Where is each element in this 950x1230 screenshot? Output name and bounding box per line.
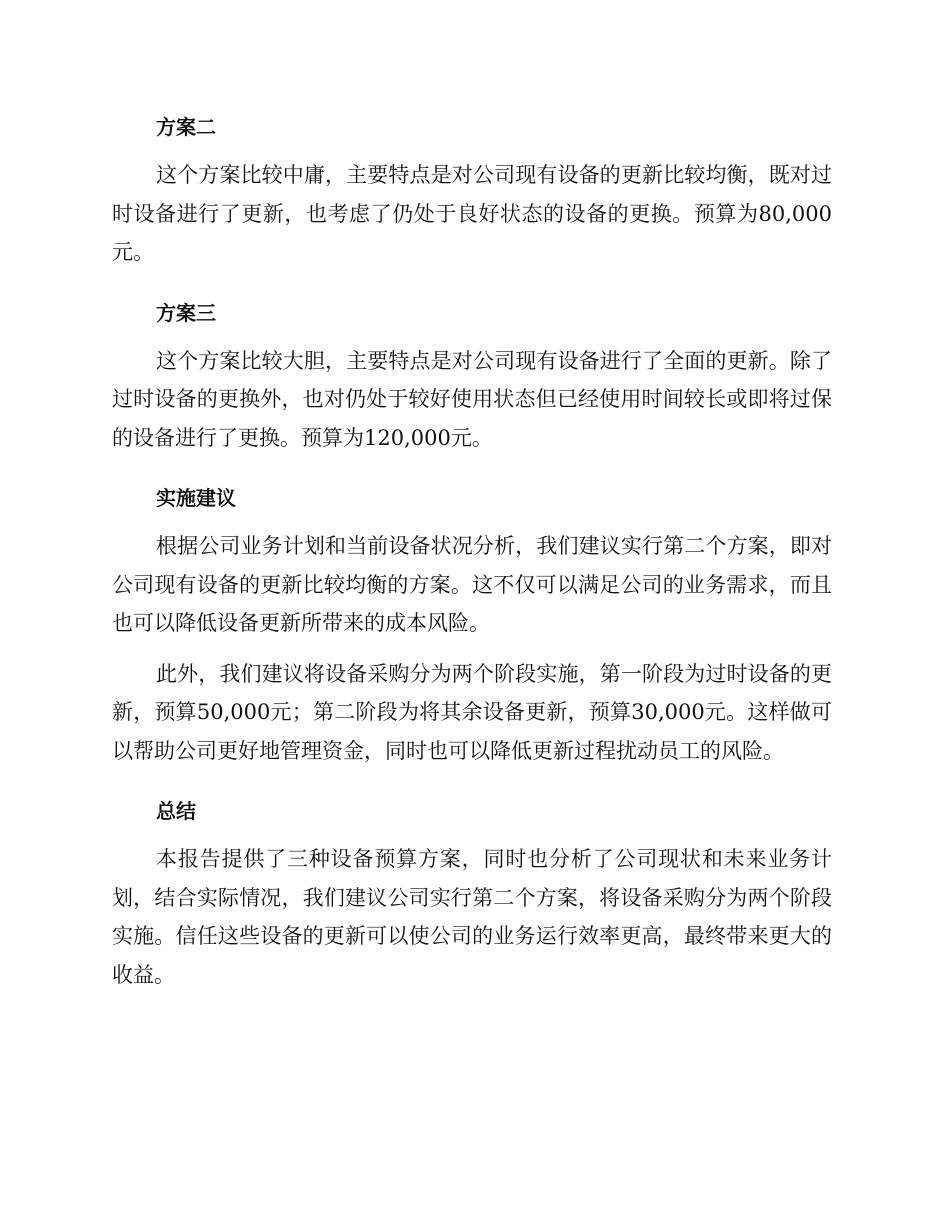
section-heading-plan-three: 方案三 <box>156 300 216 325</box>
paragraph-implementation-1: 根据公司业务计划和当前设备状况分析，我们建议实行第二个方案，即对公司现有设备的更新比较均衡的方案。这不仅可以满足公司的业务需求，而且也可以降低设备更新所带来的成本风险。 <box>112 534 832 635</box>
section-heading-implementation: 实施建议 <box>156 486 236 510</box>
paragraph-plan-two: 这个方案比较中庸，主要特点是对公司现有设备的更新比较均衡，既对过时设备进行了更新，也考虑了仍处于良好状态的设备的更换。预算为80,000元。 <box>112 163 832 264</box>
document-page <box>112 98 832 1006</box>
paragraph-summary: 本报告提供了三种设备预算方案，同时也分析了公司现状和未来业务计划，结合实际情况，我们建议公司实行第二个方案，将设备采购分为两个阶段实施。信任这些设备的更新可以使公司的业务运行效率更高，最终带来更大的收益。 <box>112 847 832 987</box>
section-heading-plan-two: 方案二 <box>156 115 216 139</box>
paragraph-implementation-2: 此外，我们建议将设备采购分为两个阶段实施，第一阶段为过时设备的更新，预算50,000元；第二阶段为将其余设备更新，预算30,000元。这样做可以帮助公司更好地管理资金，同时也可以降低更新过程扰动员工的风险。 <box>112 661 832 763</box>
paragraph-plan-three: 这个方案比较大胆，主要特点是对公司现有设备进行了全面的更新。除了过时设备的更换外，也对仍处于较好使用状态但已经使用时间较长或即将过保的设备进行了更换。预算为120,000元。 <box>112 348 832 450</box>
section-heading-summary: 总结 <box>156 799 196 823</box>
